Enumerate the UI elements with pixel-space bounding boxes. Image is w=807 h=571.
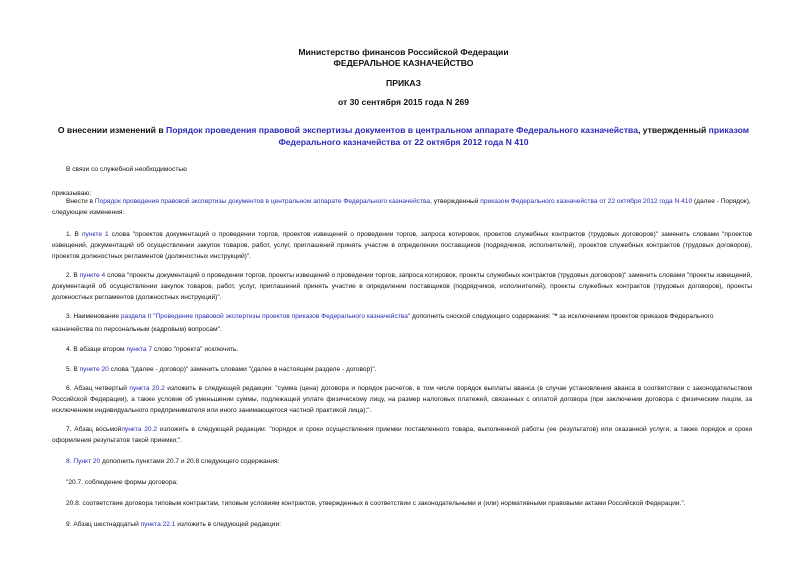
- p3-link[interactable]: раздела II "Проведение правовой экспертизы проектов приказов Федерального казначейства": [120, 313, 411, 320]
- paragraph-6: [52, 383, 752, 416]
- document-type: ПРИКАЗ: [386, 78, 421, 88]
- intro-link-procedure[interactable]: Порядок проведения правовой экспертизы документов в центральном аппарате Федерального казначейства: [94, 198, 431, 205]
- preamble: В связи со служебной необходимостью: [66, 166, 187, 173]
- paragraph-8: [52, 456, 752, 467]
- p1-link[interactable]: пункте 1: [81, 231, 109, 238]
- intro-paragraph: [52, 196, 752, 218]
- order-word: приказываю:: [52, 190, 92, 197]
- p1-prefix: 1. В: [66, 231, 82, 238]
- ministry-name: Министерство финансов Российской Федерации: [298, 47, 509, 57]
- p6-text: изложить в следующей редакции: "сумма (цена) договора и порядок расчетов, в том числе порядок выплаты аванса (в случае установления аванса в соответствии с законодательством Российской Федерации), а также условие об уменьшении суммы, подлежащей уплате физическому лицу, на размер налоговых платежей, связанных с оплатой договора (при заключении договора с физическим лицом, за исключением индивидуального предпринимателя или иного занимающегося частной практикой лица);".: [52, 385, 752, 414]
- p7-text: изложить в следующей редакции: "порядок и сроки осуществления приемки поставленного товара, выполненной работы (ее результатов) или оказанной услуги, а также порядок и сроки оформления результатов такой приемки;".: [52, 426, 753, 444]
- p9-text: изложить в следующей редакции:: [175, 521, 281, 528]
- paragraph-9: [52, 519, 752, 530]
- p4-link[interactable]: пункта 7: [126, 346, 153, 353]
- quote-20-8: 20.8. соответствие договора типовым контрактам, типовым условиям контрактов, утвержденных в соответствии с законодательными и (или) нормативными правовыми актами Российской Федерации.".: [66, 500, 686, 507]
- p4-prefix: 4. В абзаце втором: [66, 346, 127, 353]
- paragraph-4: [52, 344, 752, 355]
- p5-prefix: 5. В: [66, 366, 80, 373]
- p3-text: дополнить сноской следующего содержания: ": [410, 313, 555, 320]
- p7-link[interactable]: пункта 20.2: [121, 426, 158, 433]
- p2-link[interactable]: пункте 4: [79, 272, 106, 279]
- p5-link[interactable]: пункте 20: [79, 366, 109, 373]
- p4-text: слово "проекта" исключить.: [152, 346, 239, 353]
- p5-text: слова "(далее - договор)" заменить словами "(далее в настоящем разделе - договор)".: [108, 366, 377, 373]
- intro-prefix: Внести в: [66, 198, 95, 205]
- p2-text: слова "проекты документаций о проведении торгов, проекты извещений о проведении торгов, запроса котировок, проекты служебных контрактов (трудовых договоров)" заменить словами "проекты извещений, документаций об осуществлении закупок товаров, работ, услуг, приглашений принять участие в определении поставщиков (подрядчиков, исполнителей), проекты служебных контрактов (трудовых договоров), проекты должностных регламентов (должностных инструкций)".: [52, 272, 752, 301]
- p6-link[interactable]: пункта 20.2: [129, 385, 165, 392]
- intro-middle: , утвержденный: [430, 198, 481, 205]
- intro-link-order[interactable]: приказом Федерального казначейства от 22 октября 2012 года N 410: [480, 198, 693, 205]
- paragraph-5: [52, 364, 752, 375]
- paragraph-7: [52, 424, 752, 446]
- paragraph-1: [52, 229, 752, 262]
- quote-20-7: "20.7. соблюдение формы договора;: [66, 479, 178, 486]
- title-middle: , утвержденный: [638, 125, 709, 135]
- p3-text-2: за исключением проектов приказов Федерального казначейства по персональным (кадровым) вопросам".: [52, 313, 714, 333]
- p1-text: слова "проектов документаций о проведении торгов, проектов извещений о проведении торгов, запроса котировок, проектов служебных контрактов (трудовых договоров)" заменить словами "проектов извещений, документаций об осуществлении закупок товаров, работ, услуг, приглашений принять участие в определении поставщиков (подрядчиков, исполнителей), проектов служебных контрактов (трудовых договоров), проектов должностных регламентов (должностных инструкций)".: [52, 231, 752, 260]
- paragraph-3: [52, 310, 752, 336]
- document-title: [30, 124, 777, 148]
- title-prefix: О внесении изменений в: [57, 125, 167, 135]
- p8-link[interactable]: 8. Пункт 20: [66, 458, 101, 465]
- intro-suffix: (далее - Порядок), следующие изменения:: [52, 198, 751, 216]
- paragraph-2: [52, 270, 752, 303]
- p9-link[interactable]: пункта 22.1: [140, 521, 176, 528]
- treasury-name: ФЕДЕРАЛЬНОЕ КАЗНАЧЕЙСТВО: [333, 58, 474, 68]
- p3-footnote-mark: *: [554, 313, 558, 320]
- p6-prefix: 6. Абзац четвертый: [66, 385, 130, 392]
- document-date-number: от 30 сентября 2015 года N 269: [337, 97, 470, 107]
- p3-prefix: 3. Наименование: [66, 313, 121, 320]
- p8-text: дополнить пунктами 20.7 и 20.8 следующего содержания:: [100, 458, 280, 465]
- p2-prefix: 2. В: [66, 272, 80, 279]
- title-link-procedure[interactable]: Порядок проведения правовой экспертизы документов в центральном аппарате Федерального казначейства: [166, 125, 638, 135]
- p9-prefix: 9. Абзац шестнадцатый: [66, 521, 141, 528]
- title-link-order[interactable]: приказом Федерального казначейства от 22 октября 2012 года N 410: [278, 125, 750, 147]
- p7-prefix: 7. Абзац восьмой: [66, 426, 122, 433]
